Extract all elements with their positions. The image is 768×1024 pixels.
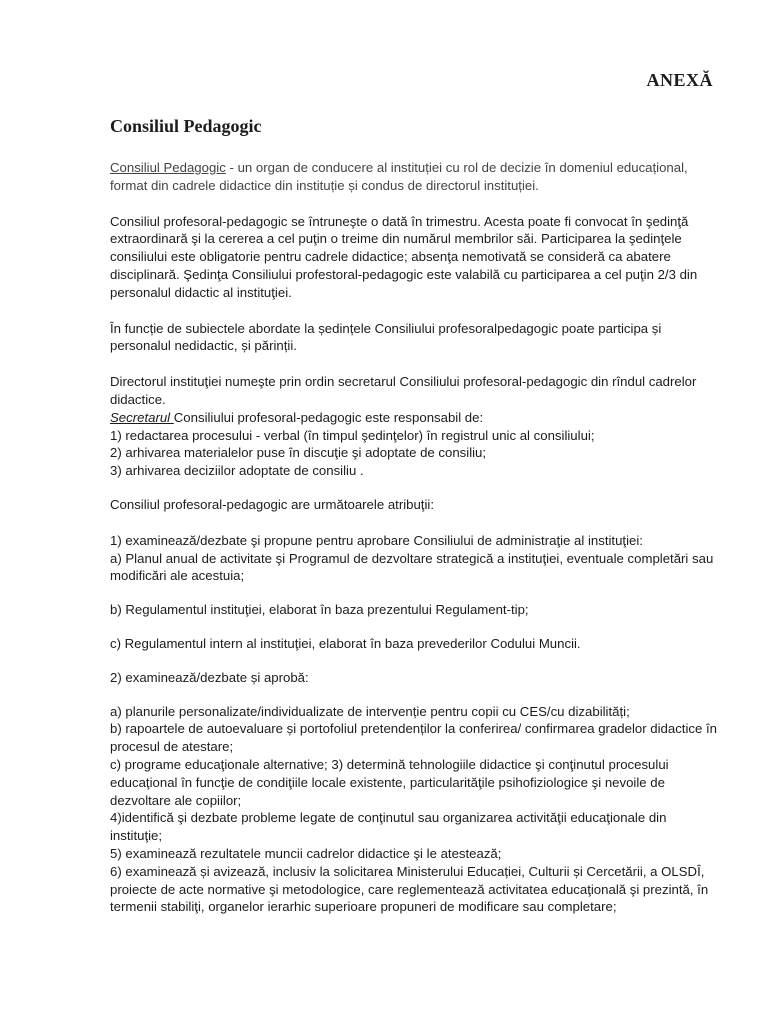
secretary-duty: 3) arhivarea deciziilor adoptate de consiliu .: [110, 463, 364, 479]
item1-c: c) Regulamentul intern al instituţiei, elaborat în baza prevederilor Codului Muncii.: [110, 635, 581, 651]
secretary-responsible-text: Consiliului profesoral-pedagogic este responsabil de:: [173, 409, 484, 425]
item1-b: b) Regulamentul instituţiei, elaborat în baza prezentului Regulament-tip;: [110, 602, 529, 618]
item2-line: c) programe educaţionale alternative; 3) determină tehnologiile didactice şi conţinutul procesului educaţional în funcţie de condiţiile locale existente, particularităţile psihofiziologice şi nevoile de dezvoltare ale copiilor;: [110, 756, 669, 808]
intro-definition: - un organ de conducere al instituției cu rol de decizie în domeniul educațional, format din cadrele didactice din instituție și condus de directorul instituției.: [110, 160, 688, 193]
page-title: Consiliul Pedagogic: [110, 116, 262, 136]
secretary-term: Secretarul: [110, 409, 174, 425]
item2-line: 5) examinează rezultatele muncii cadrelor didactice şi le atestează;: [110, 845, 502, 861]
secretary-duty: 2) arhivarea materialelor puse în discuţie şi adoptate de consiliu;: [110, 445, 487, 461]
document-body: [110, 159, 720, 916]
meetings-paragraph: Consiliul profesoral-pedagogic se întruneşte o dată în trimestru. Acesta poate fi convocat în şedinţă extraordinară şi la cererea a cel puţin o treime din numărul membrilor săi. Participarea la şedinţele consiliului este obligatorie pentru cadrele didactice; absenţa nemotivată se consideră ca abatere disciplinară. Şedinţa Consiliului profestoral-pedagogic este valabilă cu participarea a cel puţin 2/3 din personalul didactic al instituţiei.: [110, 213, 698, 300]
item2-line: b) rapoartele de autoevaluare și portofoliul pretendenților la conferirea/ confirmarea gradelor didactice în procesul de atestare;: [110, 721, 717, 755]
participants-paragraph: În funcție de subiectele abordate la ședințele Consiliului profesoralpedagogic poate participa și personalul nedidactic, și părinții.: [110, 320, 662, 354]
item1-a: a) Planul anual de activitate şi Programul de dezvoltare strategică a instituţiei, eventuale completări sau modificări ale acestuia;: [110, 550, 714, 584]
intro-term: Consiliul Pedagogic: [110, 160, 226, 175]
item1-heading: 1) examinează/dezbate şi propune pentru aprobare Consiliului de administraţie al instituţiei:: [110, 532, 643, 548]
attributions-heading: Consiliul profesoral-pedagogic are următoarele atribuţii:: [110, 496, 434, 512]
annex-heading: ANEXĂ: [646, 70, 713, 90]
item2-heading: 2) examinează/dezbate și aprobă:: [110, 669, 309, 685]
item2-line: 6) examinează și avizează, inclusiv la solicitarea Ministerului Educației, Culturii și Cercetării, a OLSDÎ, proiecte de acte normative şi metodologice, care reglementează activitatea educaţională şi prezintă, în termenii stabiliţi, organelor ierarhic superioare propuneri de modificare sau completare;: [110, 863, 709, 915]
secretary-responsibility: [110, 409, 720, 427]
item2-line: 4)identifică şi dezbate probleme legate de conţinutul sau organizarea activităţii educaţionale din instituţie;: [110, 810, 667, 844]
secretary-appointment: Directorul instituţiei numeşte prin ordin secretarul Consiliului profesoral-pedagogic din rîndul cadrelor didactice.: [110, 374, 697, 407]
secretary-duty: 1) redactarea procesului - verbal (în timpul şedinţelor) în registrul unic al consiliului;: [110, 427, 595, 443]
intro-paragraph: [110, 159, 720, 195]
item2-line: a) planurile personalizate/individualizate de intervenție pentru copii cu CES/cu dizabilități;: [110, 703, 630, 719]
